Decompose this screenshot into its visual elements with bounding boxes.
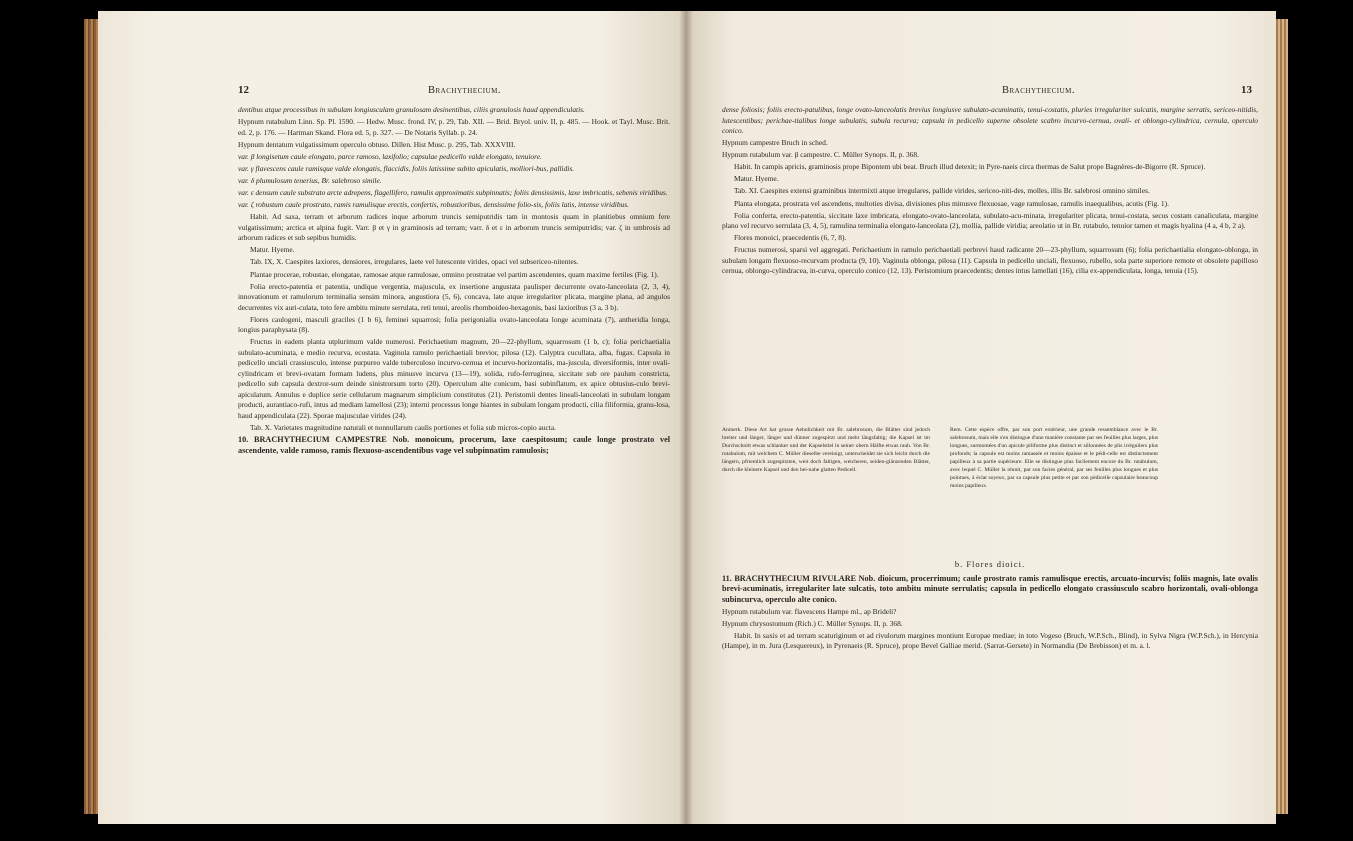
paragraph: Tab. XI. Caespites extensi graminibus intermixti atque irregulares, pallide virides, sericeo-niti-des, molles, illis Br. salebrosi omnino similes. xyxy=(734,186,1150,196)
paragraph: Plantae procerae, robustae, elongatae, ramosae atque ramulosae, omnino prostratae vel partim ascendentes, quam maxime fertiles (Fig. 1). xyxy=(250,269,659,279)
paragraph: Hypnum rutabulum Linn. Sp. Pl. 1590. — Hedw. Musc. frond. IV, p. 29, Tab. XII. — Brid. Bryol. univ. II, p. 485. — Hook. et Tayl. Musc. Brit. ed. 2, p. 176. — Hartman Skand. Flora ed. 5, p. 327. — De Notaris Syllab. p. 24. xyxy=(238,117,670,137)
running-head: Brachythecium. xyxy=(428,85,502,96)
paragraph: Hypnum rutabulum var. flavescens Hampe ml., ap Brideli? xyxy=(722,606,897,616)
book-gutter xyxy=(679,11,693,824)
paragraph: Matur. Hyeme. xyxy=(250,245,295,255)
paragraph: var. γ flavescens caule ramisque valde elongatis, flaccidis, foliis latissime subito apiculatis, molliori-bus, pallidis. xyxy=(238,163,575,173)
section-heading: b. Flores dioici. xyxy=(954,559,1026,569)
paragraph: dentibus atque processibus in subulam longiusculam granulosam desinentibus, ciliis granulosis haud appendiculatis. xyxy=(238,105,585,114)
paragraph: Hypnum chrysostomum (Rich.) C. Müller Synops. II, p. 368. xyxy=(722,618,903,628)
paragraph: Habit. In saxis et ad terram scaturiginum et ad rivulorum margines montium Europae mediae; in toto Vogeso (Bruch, W.P.Sch., Blind), in Sylva Nigra (W.P.Sch.), in Hercynia (Hampe), in m. Jura (Lesquereux), in Pyrenaeis (R. Spruce), prope Bevel Galliae merid. (Sarrat-Gersete) in Normandia (De Brebisson) et m. a. l. xyxy=(722,630,1258,651)
paragraph: var. ε densum caule substrato arcte adrepens, flagellifero, ramulis approximatis subpinnatis; foliis densissimis, laxe imbricatis, sebenis viridibus. xyxy=(238,188,668,198)
page-number: 12 xyxy=(238,84,249,96)
right-body-text xyxy=(722,105,1258,278)
paragraph: Fructus numerosi, sparsi vel aggregati. Perichaetium in ramulo perichaetiali perbrevi haud radicante 20—23-phyllum, squarrosum (6); folia perichaetialia elongato-oblonga, in subulam longam flexuoso-recurvam producta (9, 10). Vaginula oblonga, pilosa (11). Capsula in pedicello unciali, flexuoso, rubello, sola parte superiore remote et obsolete papilloso cernua, oblongo-cylindracea, in-curva, operculo conico (12, 13). Peristomium praecedentis; dentes intus lamellati (16), cilia ex-appendiculata, longa, tenuia (15). xyxy=(722,245,1258,276)
paragraph: Tab. IX, X. Caespites laxiores, densiores, irregulares, laete vel lutescente virides, opaci vel subsericeo-nitentes. xyxy=(250,257,579,267)
note-french: Rem. Cette espèce offre, par son port extérieur, une grande ressemblance avec le Br. salebrosum, mais elle s'en distingue d'une manière constante par ses feuilles plus larges, plus longues, surmontées d'un apicule piliforme plus distinct et sillonnées de plis irréguliers plus profonds; la capsule est moins ramassée et moins épaisse et le pédi-celle est distinctement papilleux à sa partie supérieure. Elle se distingue plus facilement encore du Br. rutabulum, avec lequel C. Müller la réunit, par son facies général, par ses feuilles plus longues et plus pointues, à éclat soyeux, par sa capsule plus petite et par son pédicelle capsulaire beaucoup moins papilleux. xyxy=(950,427,1158,489)
left-body-text xyxy=(238,105,670,458)
paragraph: Hypnum campestre Bruch in sched. xyxy=(722,138,828,148)
paragraph: 11. BRACHYTHECIUM RIVULARE Nob. dioicum, procerrimum; caule prostrato ramis ramulisque erectis, arcuato-incurvis; foliis magnis, late ovalis brevi-acuminatis, irregulariter late sulcatis, toto ambitu minute serrulatis; capsula in pedicello elongato crassiusculo scabro horizontali, ovali-oblonga subincurva, operculo alte conico. xyxy=(722,573,1258,604)
paragraph: var. ζ robustum caule prostrato, ramis ramulisque erectis, confertis, robustioribus, densissime folio-sis, foliis latis, intense viridibus. xyxy=(238,200,629,210)
note-german: Anmerk. Diese Art hat grosse Aehnlichkeit mit Br. salebrosum, die Blätter sind jedoch breiter und länger, länger und dünner zugespitzt und mehr längsfaltig; die Kapsel ist im Durchschnitt etwas schlanker und der Kapselstiel in seiner obern Hälfte etwas rauh. Von Br. rutabulum, mit welchem C. Müller dieselbe vereinigt, unterscheidet sie sich leicht durch die längern, pfriemlich zugespitzten, weit doch faltigen, weicheren, seiden-glänzenden Blätter, durch die kleinere Kapsel und den bei-nahe glatten Pedicell. xyxy=(722,427,930,473)
paragraph: Hypnum dentatum vulgatissimum operculo obtuso. Dillen. Hist Musc. p. 295, Tab. XXXVIII. xyxy=(238,139,516,149)
paragraph: Folia conferta, erecto-patentia, siccitate laxe imbricata, elongato-ovato-lanceolata, subulato-acu-minata, irregulariter plicata, tenui-costata, secus costam canaliculata, margine plano vel recurvo serrulata (3, 4, 5), ramulina terminalia elongato-lanceolata (2), mollia, pallide viridia; areolatio ut in Br. rutabulo, tenuior tamen et magis hyalina (4 a, 4 b, 2 a). xyxy=(722,210,1258,231)
paragraph: Tab. X. Varietates magnitudine naturali et nonnullarum caulis portiones et folia sub micros-copio aucta. xyxy=(250,422,556,432)
paragraph: Folia erecto-patentia et patentia, undique vergentia, majuscula, ex insertione angustata paulisper decurrente ovato-lanceolata (2, 3, 4), innovationum et ramulorum terminalia sensim minora, angustiora (5, 6), concava, late atque irregulariter plicata, margine plana, ad angulos decurrentes vix auri-culata, toto fere ambitu minute serrulata, reti tenui, areolis rhomboideo-hexagonis, basi laxioribus (3 a, 3 b). xyxy=(238,281,670,312)
right-body-text-lower xyxy=(722,555,1258,653)
paragraph: Flores caulogeni, masculi graciles (1 b 6), feminei squarrosi; folia perigonialia ovato-lanceolata longe acuminata (7), antheridia longa, longius paraphysata (8). xyxy=(238,314,670,335)
footnotes xyxy=(722,426,1258,541)
open-book xyxy=(84,11,1288,824)
paragraph: Flores monoici, praecedentis (6, 7, 8). xyxy=(734,233,847,243)
running-head: Brachythecium. xyxy=(1002,85,1076,96)
paragraph: Planta elongata, prostrata vel ascendens, multoties divisa, divisiones plus minusve flexuosae, vage ramulosae, ramulis inaequalibus, acutis (Fig. 1). xyxy=(734,198,1169,208)
paragraph: 10. BRACHYTHECIUM CAMPESTRE Nob. monoicum, procerum, laxe caespitosum; caule longe prostrato vel ascendente, valde ramoso, ramis flexuoso-ascendentibus vage vel subpinnatim ramulosis; xyxy=(238,435,670,455)
paragraph: Habit. In campis apricis, graminosis prope Bipontem ubi beat. Bruch illud detexit; in Pyre-naeis circa thermas de Salut prope Bagnères-de-Bigorre (R. Spruce). xyxy=(734,162,1206,172)
paragraph: Hypnum rutabulum var. β campestre. C. Müller Synops. II, p. 368. xyxy=(722,150,919,160)
paragraph: Matur. Hyeme. xyxy=(734,174,779,184)
page-number: 13 xyxy=(1241,84,1252,96)
paragraph: Habit. Ad saxa, terram et arborum radices inque arborum truncis semiputridis tam in montosis quam in planitiebus omnium fere vulgatissimum; arctica et alpina fugit. Varr. β et γ in graminosis ad terram; varr. δ et ε in arborum truncis semiputridis; var. ζ in umbrosis ad arborum radices et sub sepibus humidis. xyxy=(238,212,670,243)
paragraph: dense foliosis; foliis erecto-patulibus, longe ovato-lanceolatis brevius longiusve subulato-acuminatis, tenui-costatis, pluries irregulariter sulcatis, margine serratis, sericeo-nitidis, lutescentibus; perichae-tialibus longe subulatis, subula recurva; capsula in pedicello superne obsolete scabro incurvo-cernua, ovali- et oblongo-cylindrica, cernula, operculo conico. xyxy=(722,105,1258,135)
left-page xyxy=(98,11,686,824)
paragraph: var. β longisetum caule elongato, parce ramoso, laxifolio; capsulae pedicello valde elongato, tenuiore. xyxy=(238,151,542,161)
right-page xyxy=(686,11,1276,824)
book-edge-right xyxy=(1276,19,1288,814)
paragraph: var. δ plumulosum tenerius, Br. salebroso simile. xyxy=(238,175,382,185)
paragraph: Fructus in eadem planta utplurimum valde numerosi. Perichaetium magnum, 20—22-phyllum, squarrosum (1 b, c); folia perichaetialia subulato-acuminata, e medio recurva, ecostata. Vaginula ramulo perichaetiali brevior, pilosa (12). Calyptra cucullata, alba, fugax. Capsula in pedicello unciali crassiusculo, intense purpureo valde tuberculoso incurvo-cernua et incurvo-horizontalis, ma-juscula, diversiformis, inter ovali-cylindricam et brevi-ovatam formam ludens, plus minusve incurva (13—19), solida, rufo-ferruginea, siccitate sub ore paulum constricta, pedicello sub capsula dextror-sum deinde sinistrorsum torto (20). Operculum alte conicum, basi subinflatum, ex apice obtusius-culo brevi-apiculatum. Annulus e duplice serie cellularum magnarum simplicium constitutus (21). Peristomii dentes lineali-lanceolati in subulam longam producti, aurantiaco-rufi, intus ad mediam lamellosi (23); interni processus longe hiantes in subulam longam producti, cilia filiformia, granu-losa, haud appendiculata (22). Sporae majusculae virides (24). xyxy=(238,337,670,420)
